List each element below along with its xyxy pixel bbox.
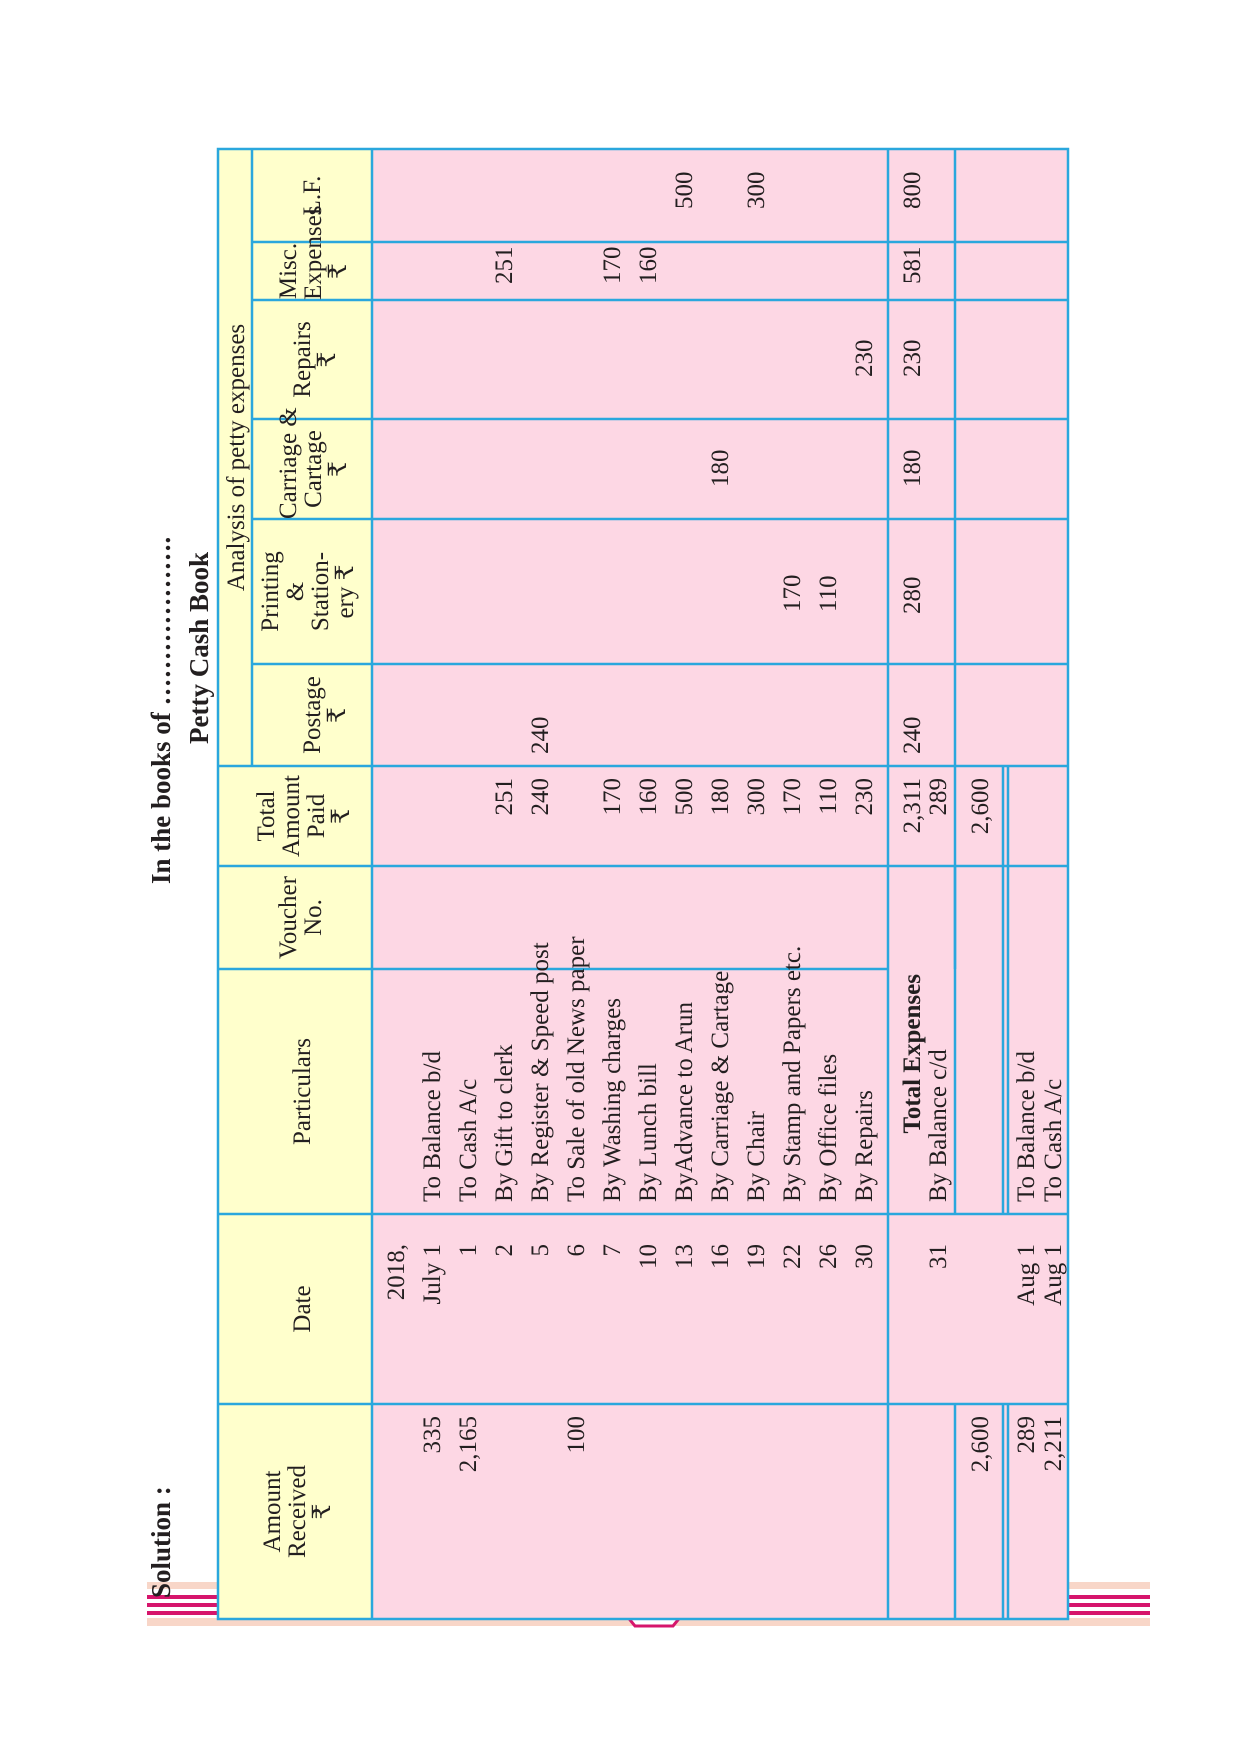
cell-paid: 500	[671, 778, 698, 816]
balance-cd-date: 31	[925, 1244, 952, 1269]
balance-cd-particulars: By Balance c/d	[925, 1049, 952, 1202]
header-date: Date	[289, 1285, 316, 1333]
cell-paid: 251	[491, 778, 518, 816]
header-total-paid: Total Amount Paid ₹	[253, 775, 355, 857]
cell-date: 26	[815, 1244, 842, 1269]
header-printing: Printing & Station- ery ₹	[257, 551, 359, 632]
balance-cd-paid: 289	[925, 778, 952, 816]
header-amount-received: Amount Received ₹	[259, 1465, 336, 1559]
totals-misc: 581	[899, 246, 926, 284]
cell-received: 2,165	[455, 1416, 482, 1473]
header-analysis: Analysis of petty expenses	[223, 323, 250, 592]
closing-date-1: Aug 1	[1013, 1244, 1040, 1306]
cell-particulars: To Sale of old News paper	[563, 936, 590, 1202]
cell-ledger: 300	[743, 171, 770, 209]
cell-particulars: To Balance b/d	[419, 1051, 446, 1202]
closing-particulars-2: To Cash A/c	[1040, 1078, 1067, 1202]
closing-particulars-1: To Balance b/d	[1013, 1051, 1040, 1202]
grand-total-paid: 2,600	[967, 778, 994, 835]
cell-printing: 110	[815, 575, 842, 612]
cell-ledger: 500	[671, 171, 698, 209]
cell-particulars: By Office files	[815, 1053, 842, 1202]
cell-received: 100	[563, 1416, 590, 1454]
cell-printing: 170	[779, 574, 806, 612]
cell-date: 10	[635, 1244, 662, 1269]
cell-particulars: By Repairs	[851, 1090, 878, 1202]
cell-paid: 240	[527, 778, 554, 816]
closing-received-1: 289	[1013, 1416, 1040, 1454]
cell-particulars: By Washing charges	[599, 998, 626, 1202]
cell-particulars: By Lunch bill	[635, 1063, 662, 1202]
cell-misc: 160	[635, 246, 662, 284]
cell-date: 22	[779, 1244, 806, 1269]
totals-postage: 240	[899, 716, 926, 754]
books-title: In the books of ……………….	[146, 536, 176, 884]
cell-date: 2018,	[383, 1244, 410, 1301]
cell-paid: 160	[635, 778, 662, 816]
cell-date: 19	[743, 1244, 770, 1269]
cell-misc: 251	[491, 246, 518, 284]
cell-date: 1	[455, 1244, 482, 1257]
cell-particulars: By Carriage & Cartage	[707, 970, 734, 1202]
closing-date-2: Aug 1	[1040, 1244, 1067, 1306]
cell-repairs: 230	[851, 339, 878, 377]
cell-paid: 170	[599, 778, 626, 816]
header-carriage: Carriage & Cartage ₹	[275, 407, 352, 519]
cell-date: 7	[599, 1244, 626, 1257]
header-particulars: Particulars	[289, 1038, 316, 1145]
header-postage: Postage ₹	[299, 676, 351, 754]
closing-received-2: 2,211	[1040, 1416, 1067, 1472]
totals-repairs: 230	[899, 339, 926, 377]
cell-paid: 230	[851, 778, 878, 816]
cell-postage: 240	[527, 716, 554, 754]
cell-date: 5	[527, 1244, 554, 1257]
totals-carriage: 180	[899, 449, 926, 487]
cell-particulars: By Stamp and Papers etc.	[779, 945, 806, 1202]
cell-paid: 300	[743, 778, 770, 816]
cell-particulars: By Gift to clerk	[491, 1044, 518, 1202]
cell-misc: 170	[599, 246, 626, 284]
cell-paid: 110	[815, 778, 842, 815]
header-misc: Misc. Expenses ₹	[275, 205, 352, 300]
cell-particulars: To Cash A/c	[455, 1078, 482, 1202]
header-voucher-no: Voucher No.	[275, 876, 327, 959]
header-repairs: Repairs ₹	[289, 321, 341, 398]
cell-paid: 170	[779, 778, 806, 816]
cell-date: 2	[491, 1244, 518, 1257]
cell-received: 335	[419, 1416, 446, 1454]
cell-date: July 1	[419, 1244, 446, 1305]
totals-ledger: 800	[899, 171, 926, 209]
header-lf: L.F.	[299, 175, 326, 216]
totals-printing: 280	[899, 576, 926, 614]
cell-date: 6	[563, 1244, 590, 1257]
totals-label: Total Expenses	[899, 974, 926, 1134]
cell-paid: 180	[707, 778, 734, 816]
cell-particulars: ByAdvance to Arun	[671, 1002, 698, 1202]
cell-particulars: By Register & Speed post	[527, 942, 554, 1202]
cell-date: 16	[707, 1244, 734, 1269]
cell-date: 13	[671, 1244, 698, 1269]
totals-paid: 2,311	[899, 778, 926, 834]
cell-particulars: By Chair	[743, 1111, 770, 1202]
grand-total-received: 2,600	[967, 1416, 994, 1473]
solution-label: Solution :	[146, 1486, 176, 1598]
cell-carriage: 180	[707, 449, 734, 487]
book-title: Petty Cash Book	[184, 551, 214, 744]
cell-date: 30	[851, 1244, 878, 1269]
